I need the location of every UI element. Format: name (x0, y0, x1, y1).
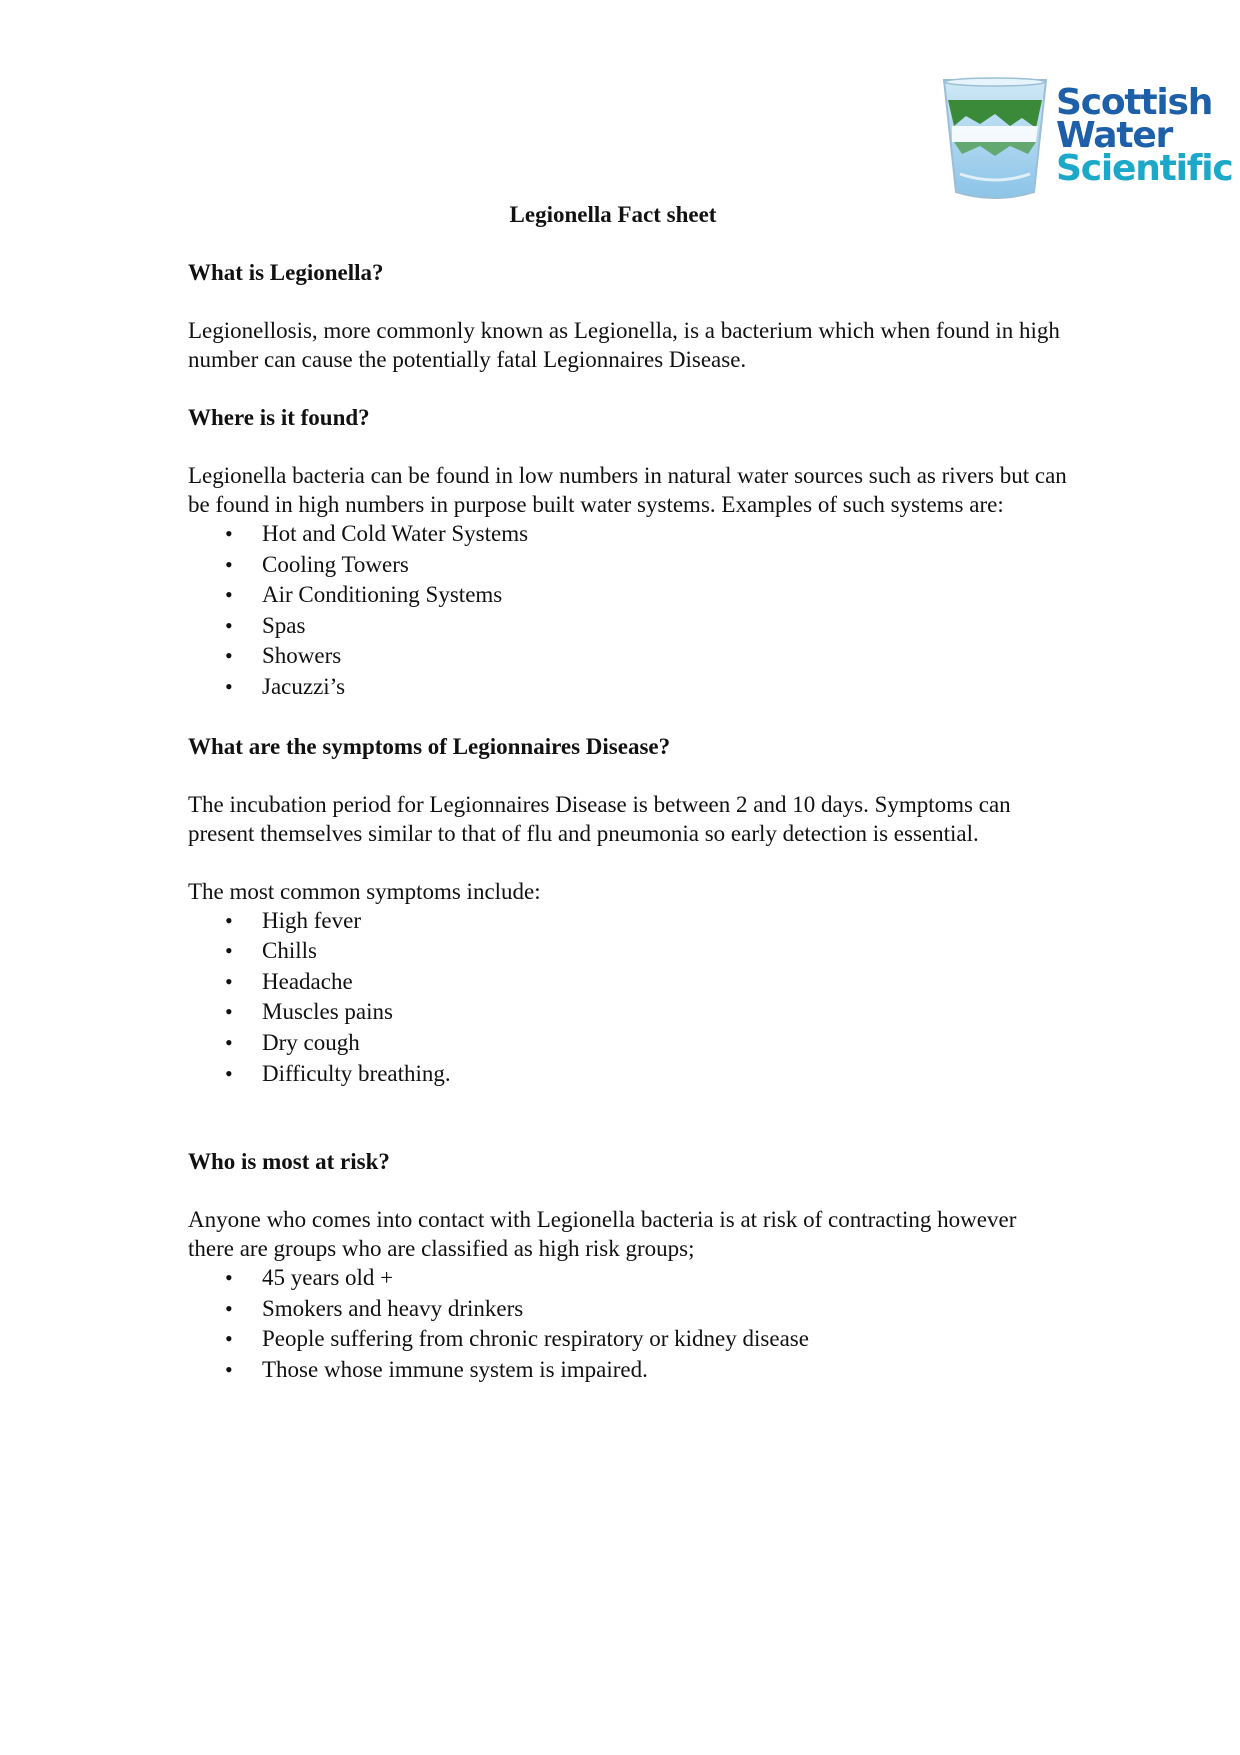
list-item: • Air Conditioning Systems (188, 580, 1068, 611)
document-body (188, 200, 1068, 1386)
list-item: • People suffering from chronic respiratory or kidney disease (188, 1324, 1068, 1355)
list-item: • Muscles pains (188, 997, 1068, 1028)
bullet-list (188, 519, 1068, 703)
section-heading: Where is it found? (188, 405, 370, 430)
water-glass-icon (940, 74, 1050, 206)
logo-line-2: Water (1056, 115, 1173, 156)
section-paragraph: Anyone who comes into contact with Legionella bacteria is at risk of contracting however there are groups who are classified as high risk groups; (188, 1207, 1017, 1262)
bullet-list (188, 1263, 1068, 1385)
list-item: • Cooling Towers (188, 550, 1068, 581)
section-paragraph: The incubation period for Legionnaires Disease is between 2 and 10 days. Symptoms can present themselves similar to that of flu and pneumonia so early detection is essential. (188, 791, 1011, 846)
list-item: • Spas (188, 611, 1068, 642)
document-title: Legionella Fact sheet (509, 202, 717, 227)
logo-line-3: Scientific (1056, 148, 1233, 189)
section-heading: What are the symptoms of Legionnaires Disease? (188, 733, 671, 759)
list-item: • Headache (188, 967, 1068, 998)
list-item: • Smokers and heavy drinkers (188, 1294, 1068, 1325)
list-item: • Showers (188, 641, 1068, 672)
logo-wordmark (1056, 82, 1233, 189)
bullet-list (188, 906, 1068, 1090)
section-paragraph: The most common symptoms include: (188, 878, 541, 904)
list-item: • Dry cough (188, 1028, 1068, 1059)
list-item: • High fever (188, 906, 1068, 937)
list-item: • Those whose immune system is impaired. (188, 1355, 1068, 1386)
logo-line-1: Scottish (1056, 82, 1213, 123)
list-item: • Jacuzzi’s (188, 672, 1068, 703)
list-item: • Difficulty breathing. (188, 1059, 1068, 1090)
section-heading: Who is most at risk? (188, 1149, 390, 1175)
list-item: • Chills (188, 936, 1068, 967)
section-paragraph: Legionella bacteria can be found in low numbers in natural water sources such as rivers but can be found in high numbers in purpose built water systems. Examples of such systems are: (188, 463, 1067, 517)
list-item: • Hot and Cold Water Systems (188, 519, 1068, 550)
section-heading: What is Legionella? (188, 260, 384, 285)
section-paragraph: Legionellosis, more commonly known as Legionella, is a bacterium which when found in high number can cause the potentially fatal Legionnaires Disease. (188, 318, 1060, 372)
list-item: • 45 years old + (188, 1263, 1068, 1294)
scottish-water-scientific-logo (940, 74, 1233, 206)
